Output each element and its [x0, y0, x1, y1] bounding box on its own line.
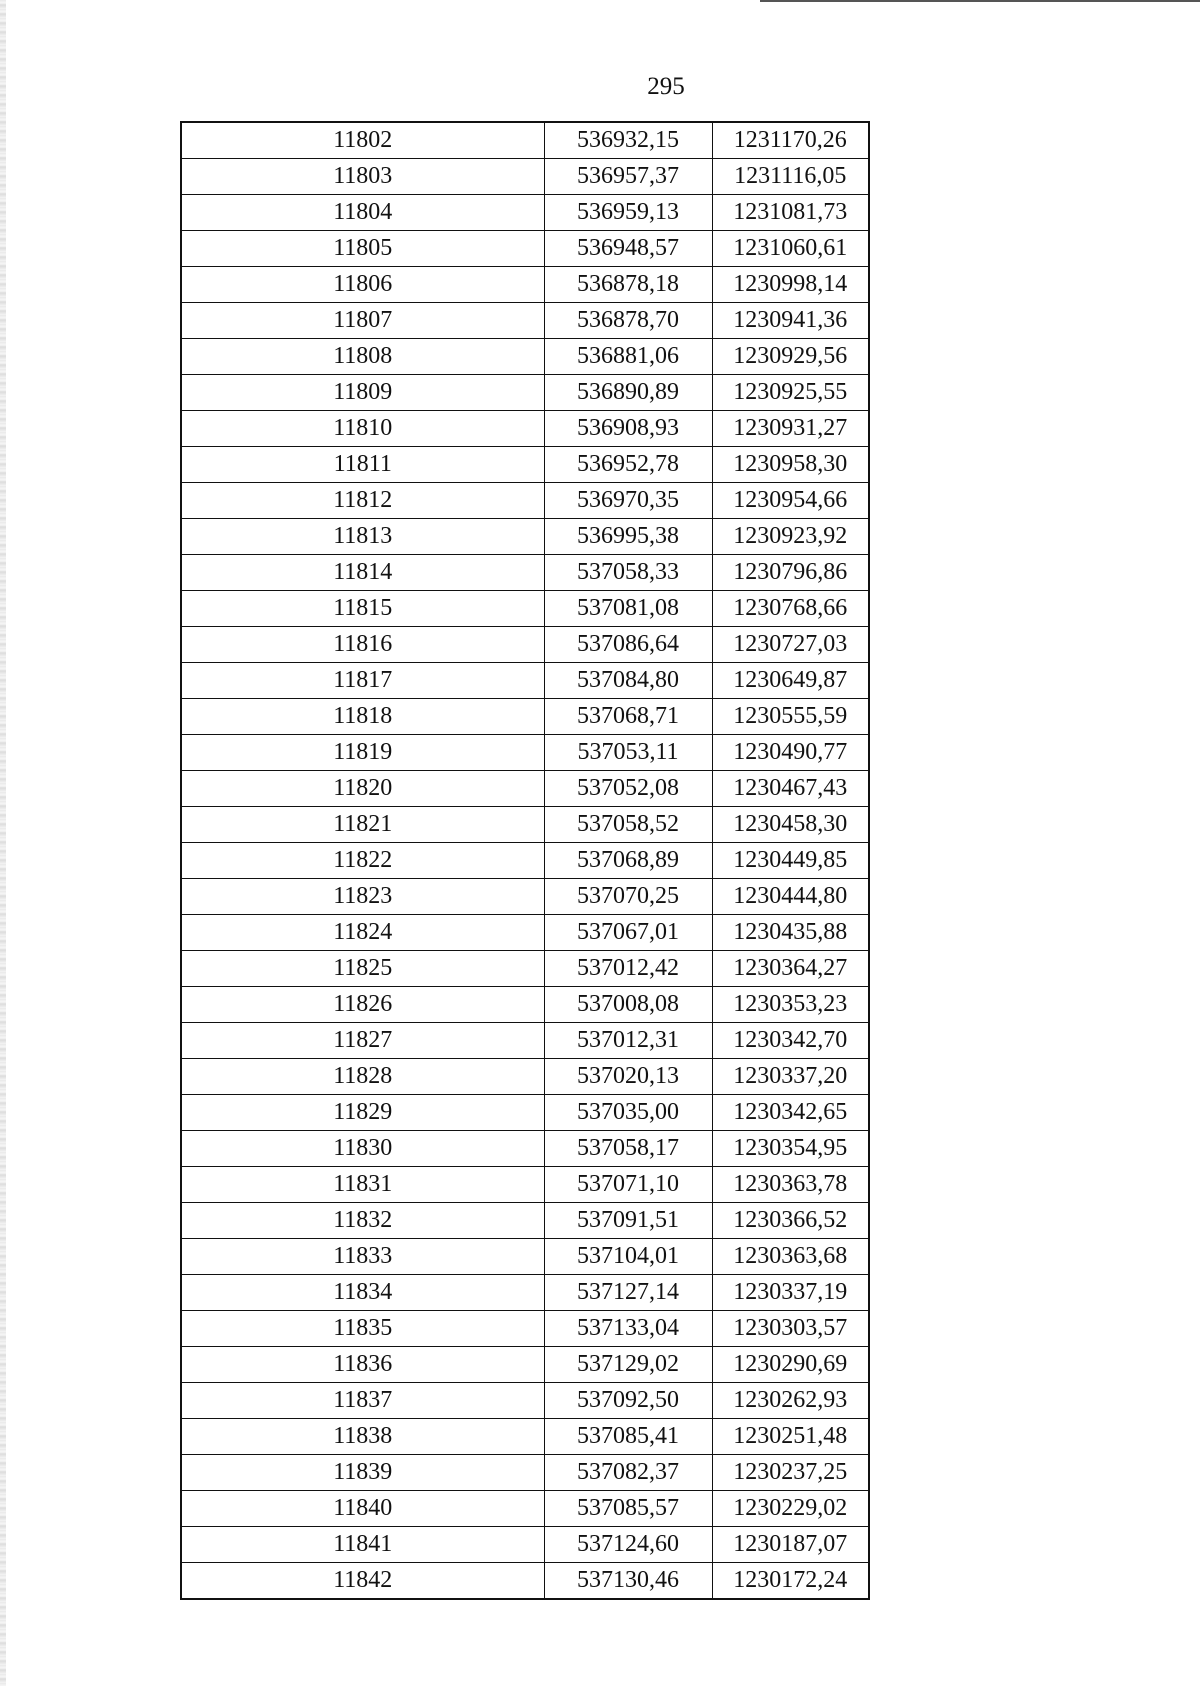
point-number-cell: 11812 — [181, 483, 544, 519]
table-row — [181, 735, 869, 771]
table-row — [181, 879, 869, 915]
x-coordinate-cell: 537133,04 — [544, 1311, 712, 1347]
scan-edge — [0, 0, 6, 1686]
point-number-cell: 11809 — [181, 375, 544, 411]
x-coordinate-cell: 537124,60 — [544, 1527, 712, 1563]
point-number-cell: 11815 — [181, 591, 544, 627]
x-coordinate-cell: 537053,11 — [544, 735, 712, 771]
x-coordinate-cell: 537035,00 — [544, 1095, 712, 1131]
x-coordinate-cell: 537067,01 — [544, 915, 712, 951]
table-row — [181, 1527, 869, 1563]
y-coordinate-cell: 1230796,86 — [712, 555, 869, 591]
y-coordinate-cell: 1231170,26 — [712, 122, 869, 159]
x-coordinate-cell: 537012,31 — [544, 1023, 712, 1059]
point-number-cell: 11834 — [181, 1275, 544, 1311]
y-coordinate-cell: 1230353,23 — [712, 987, 869, 1023]
x-coordinate-cell: 537084,80 — [544, 663, 712, 699]
x-coordinate-cell: 537082,37 — [544, 1455, 712, 1491]
point-number-cell: 11833 — [181, 1239, 544, 1275]
point-number-cell: 11803 — [181, 159, 544, 195]
y-coordinate-cell: 1230490,77 — [712, 735, 869, 771]
y-coordinate-cell: 1230303,57 — [712, 1311, 869, 1347]
x-coordinate-cell: 537130,46 — [544, 1563, 712, 1600]
point-number-cell: 11802 — [181, 122, 544, 159]
table-row — [181, 195, 869, 231]
table-row — [181, 1275, 869, 1311]
x-coordinate-cell: 537104,01 — [544, 1239, 712, 1275]
table-row — [181, 447, 869, 483]
point-number-cell: 11838 — [181, 1419, 544, 1455]
point-number-cell: 11842 — [181, 1563, 544, 1600]
point-number-cell: 11825 — [181, 951, 544, 987]
y-coordinate-cell: 1230237,25 — [712, 1455, 869, 1491]
y-coordinate-cell: 1230337,19 — [712, 1275, 869, 1311]
y-coordinate-cell: 1231081,73 — [712, 195, 869, 231]
x-coordinate-cell: 536959,13 — [544, 195, 712, 231]
y-coordinate-cell: 1230931,27 — [712, 411, 869, 447]
point-number-cell: 11816 — [181, 627, 544, 663]
table-row — [181, 303, 869, 339]
y-coordinate-cell: 1230337,20 — [712, 1059, 869, 1095]
point-number-cell: 11817 — [181, 663, 544, 699]
table-row — [181, 1491, 869, 1527]
table-row — [181, 591, 869, 627]
x-coordinate-cell: 537081,08 — [544, 591, 712, 627]
table-row — [181, 1347, 869, 1383]
table-row — [181, 1419, 869, 1455]
x-coordinate-cell: 536952,78 — [544, 447, 712, 483]
x-coordinate-cell: 537070,25 — [544, 879, 712, 915]
table-row — [181, 1455, 869, 1491]
table-row — [181, 411, 869, 447]
y-coordinate-cell: 1230444,80 — [712, 879, 869, 915]
y-coordinate-cell: 1230187,07 — [712, 1527, 869, 1563]
x-coordinate-cell: 536932,15 — [544, 122, 712, 159]
coordinates-table — [180, 121, 870, 1600]
point-number-cell: 11836 — [181, 1347, 544, 1383]
point-number-cell: 11841 — [181, 1527, 544, 1563]
x-coordinate-cell: 537091,51 — [544, 1203, 712, 1239]
x-coordinate-cell: 537085,57 — [544, 1491, 712, 1527]
x-coordinate-cell: 537058,17 — [544, 1131, 712, 1167]
x-coordinate-cell: 537071,10 — [544, 1167, 712, 1203]
x-coordinate-cell: 537092,50 — [544, 1383, 712, 1419]
point-number-cell: 11804 — [181, 195, 544, 231]
point-number-cell: 11840 — [181, 1491, 544, 1527]
table-row — [181, 843, 869, 879]
x-coordinate-cell: 537085,41 — [544, 1419, 712, 1455]
y-coordinate-cell: 1230354,95 — [712, 1131, 869, 1167]
table-row — [181, 1311, 869, 1347]
table-row — [181, 987, 869, 1023]
point-number-cell: 11824 — [181, 915, 544, 951]
point-number-cell: 11822 — [181, 843, 544, 879]
point-number-cell: 11829 — [181, 1095, 544, 1131]
point-number-cell: 11832 — [181, 1203, 544, 1239]
y-coordinate-cell: 1230768,66 — [712, 591, 869, 627]
table-row — [181, 1059, 869, 1095]
y-coordinate-cell: 1230458,30 — [712, 807, 869, 843]
point-number-cell: 11823 — [181, 879, 544, 915]
x-coordinate-cell: 537012,42 — [544, 951, 712, 987]
y-coordinate-cell: 1230290,69 — [712, 1347, 869, 1383]
table-row — [181, 267, 869, 303]
y-coordinate-cell: 1230366,52 — [712, 1203, 869, 1239]
x-coordinate-cell: 536957,37 — [544, 159, 712, 195]
y-coordinate-cell: 1230342,65 — [712, 1095, 869, 1131]
y-coordinate-cell: 1230929,56 — [712, 339, 869, 375]
x-coordinate-cell: 536890,89 — [544, 375, 712, 411]
point-number-cell: 11831 — [181, 1167, 544, 1203]
table-row — [181, 339, 869, 375]
point-number-cell: 11818 — [181, 699, 544, 735]
y-coordinate-cell: 1230262,93 — [712, 1383, 869, 1419]
x-coordinate-cell: 537020,13 — [544, 1059, 712, 1095]
table-row — [181, 699, 869, 735]
point-number-cell: 11814 — [181, 555, 544, 591]
point-number-cell: 11806 — [181, 267, 544, 303]
y-coordinate-cell: 1230925,55 — [712, 375, 869, 411]
y-coordinate-cell: 1230251,48 — [712, 1419, 869, 1455]
y-coordinate-cell: 1230954,66 — [712, 483, 869, 519]
point-number-cell: 11839 — [181, 1455, 544, 1491]
table-row — [181, 663, 869, 699]
table-row — [181, 519, 869, 555]
table-row — [181, 1095, 869, 1131]
point-number-cell: 11807 — [181, 303, 544, 339]
y-coordinate-cell: 1230172,24 — [712, 1563, 869, 1600]
table-row — [181, 1383, 869, 1419]
point-number-cell: 11835 — [181, 1311, 544, 1347]
x-coordinate-cell: 537129,02 — [544, 1347, 712, 1383]
x-coordinate-cell: 537058,33 — [544, 555, 712, 591]
y-coordinate-cell: 1230363,68 — [712, 1239, 869, 1275]
y-coordinate-cell: 1230364,27 — [712, 951, 869, 987]
y-coordinate-cell: 1230229,02 — [712, 1491, 869, 1527]
table-row — [181, 231, 869, 267]
table-row — [181, 1131, 869, 1167]
point-number-cell: 11821 — [181, 807, 544, 843]
point-number-cell: 11808 — [181, 339, 544, 375]
table-row — [181, 159, 869, 195]
y-coordinate-cell: 1231060,61 — [712, 231, 869, 267]
table-row — [181, 122, 869, 159]
y-coordinate-cell: 1230958,30 — [712, 447, 869, 483]
y-coordinate-cell: 1230941,36 — [712, 303, 869, 339]
top-rule-line — [760, 0, 1200, 2]
table-row — [181, 555, 869, 591]
x-coordinate-cell: 536970,35 — [544, 483, 712, 519]
x-coordinate-cell: 536878,18 — [544, 267, 712, 303]
table-row — [181, 483, 869, 519]
table-row — [181, 1023, 869, 1059]
point-number-cell: 11826 — [181, 987, 544, 1023]
point-number-cell: 11820 — [181, 771, 544, 807]
x-coordinate-cell: 537086,64 — [544, 627, 712, 663]
y-coordinate-cell: 1231116,05 — [712, 159, 869, 195]
table-row — [181, 771, 869, 807]
table-row — [181, 627, 869, 663]
y-coordinate-cell: 1230923,92 — [712, 519, 869, 555]
point-number-cell: 11837 — [181, 1383, 544, 1419]
table-row — [181, 1563, 869, 1600]
table-row — [181, 915, 869, 951]
y-coordinate-cell: 1230363,78 — [712, 1167, 869, 1203]
x-coordinate-cell: 537068,71 — [544, 699, 712, 735]
x-coordinate-cell: 536908,93 — [544, 411, 712, 447]
x-coordinate-cell: 536995,38 — [544, 519, 712, 555]
x-coordinate-cell: 537058,52 — [544, 807, 712, 843]
x-coordinate-cell: 537127,14 — [544, 1275, 712, 1311]
table-row — [181, 1239, 869, 1275]
table-row — [181, 807, 869, 843]
point-number-cell: 11827 — [181, 1023, 544, 1059]
x-coordinate-cell: 536948,57 — [544, 231, 712, 267]
point-number-cell: 11813 — [181, 519, 544, 555]
point-number-cell: 11819 — [181, 735, 544, 771]
table-row — [181, 951, 869, 987]
coordinates-table-body — [181, 122, 869, 1599]
y-coordinate-cell: 1230435,88 — [712, 915, 869, 951]
table-row — [181, 1203, 869, 1239]
x-coordinate-cell: 537068,89 — [544, 843, 712, 879]
y-coordinate-cell: 1230649,87 — [712, 663, 869, 699]
point-number-cell: 11830 — [181, 1131, 544, 1167]
point-number-cell: 11811 — [181, 447, 544, 483]
point-number-cell: 11805 — [181, 231, 544, 267]
point-number-cell: 11828 — [181, 1059, 544, 1095]
y-coordinate-cell: 1230998,14 — [712, 267, 869, 303]
y-coordinate-cell: 1230555,59 — [712, 699, 869, 735]
x-coordinate-cell: 537008,08 — [544, 987, 712, 1023]
x-coordinate-cell: 537052,08 — [544, 771, 712, 807]
x-coordinate-cell: 536881,06 — [544, 339, 712, 375]
table-row — [181, 1167, 869, 1203]
y-coordinate-cell: 1230449,85 — [712, 843, 869, 879]
y-coordinate-cell: 1230727,03 — [712, 627, 869, 663]
x-coordinate-cell: 536878,70 — [544, 303, 712, 339]
y-coordinate-cell: 1230467,43 — [712, 771, 869, 807]
page-number: 295 — [647, 73, 685, 100]
point-number-cell: 11810 — [181, 411, 544, 447]
y-coordinate-cell: 1230342,70 — [712, 1023, 869, 1059]
table-row — [181, 375, 869, 411]
